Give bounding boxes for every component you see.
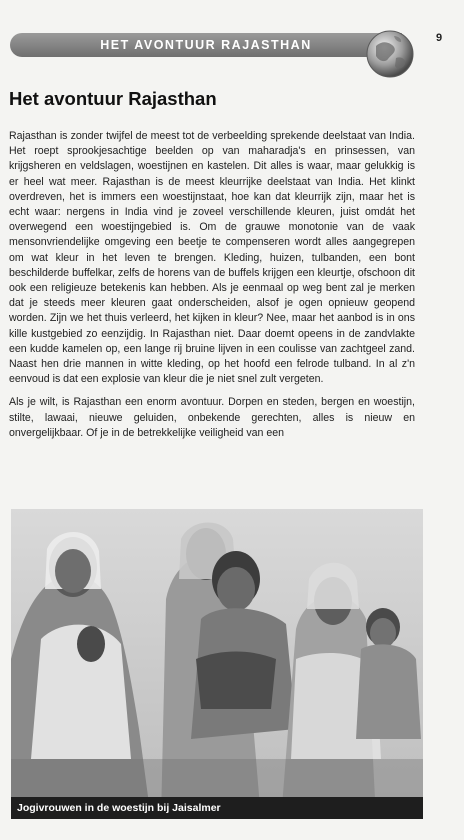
photo-caption: Jogivrouwen in de woestijn bij Jaisalmer <box>11 797 423 819</box>
page-title: Het avontuur Rajasthan <box>9 88 217 109</box>
section-title: HET AVONTUUR RAJASTHAN <box>100 38 312 52</box>
page-number: 9 <box>436 32 443 44</box>
paragraph: Als je wilt, is Rajasthan een enorm avontuur. Dorpen en steden, bergen en woestijn, stilte, lawaai, nieuwe geluiden, onbekende gerechten, alles is nieuw en onvergelijkbaar. Of je in de betrekkelijke veiligheid van een <box>9 396 415 439</box>
photo <box>11 509 423 819</box>
section-title-bar <box>10 33 402 57</box>
section-header <box>0 28 464 62</box>
photo-illustration <box>11 509 423 819</box>
paragraph: Rajasthan is zonder twijfel de meest tot de verbeelding sprekende deelstaat van India. Het roept sprookjesachtige beelden op van maharadja's en prinsessen, van krijgsheren en veldslagen, woestijnen en kastelen. Dit alles is waar, maar gelukkig is er heel wat meer. Rajasthan is de meest kleurrijke deelstaat van India. Het klinkt overdreven, het is immers een woestijnstaat, hoe kan dat kleurrijk zijn, maar het is echt waar: nergens in India vind je zoveel verschillende kleuren, juist omdát het overwegend een woestijngebied is. Om de grauwe monotonie van de vaak mensonvriendelijke omgeving een beetje te compenseren wordt alles aangegrepen om wat kleur in het leven te brengen. Kleding, huizen, tulbanden, een bont beschilderde buffelkar, zelfs de horens van de buffels krijgen een kleurtje, ofschoon dit ook een religieuze betekenis kan hebben. Als je eenmaal op weg bent zal je merken dat je steeds meer kleuren gaat onderscheiden, alsof je ogen opnieuw geopend worden. Zijn we het thuis verleerd, het kijken in kleur? Nee, maar het aanbod is in ons kille kustgebied zo eenzijdig. In Rajasthan niet. Daar doemt opeens in de zandvlakte een kudde kamelen op, een lange rij bruine lijven in een coulisse van zachtgeel zand. Naast hen drie mannen in witte kleding, op het hoofd een felrode tulband. In al z'n eenvoud is dat een explosie van kleur die je niet snel zult vergeten. <box>9 130 415 386</box>
globe-icon <box>364 28 416 80</box>
article-body <box>9 129 415 449</box>
